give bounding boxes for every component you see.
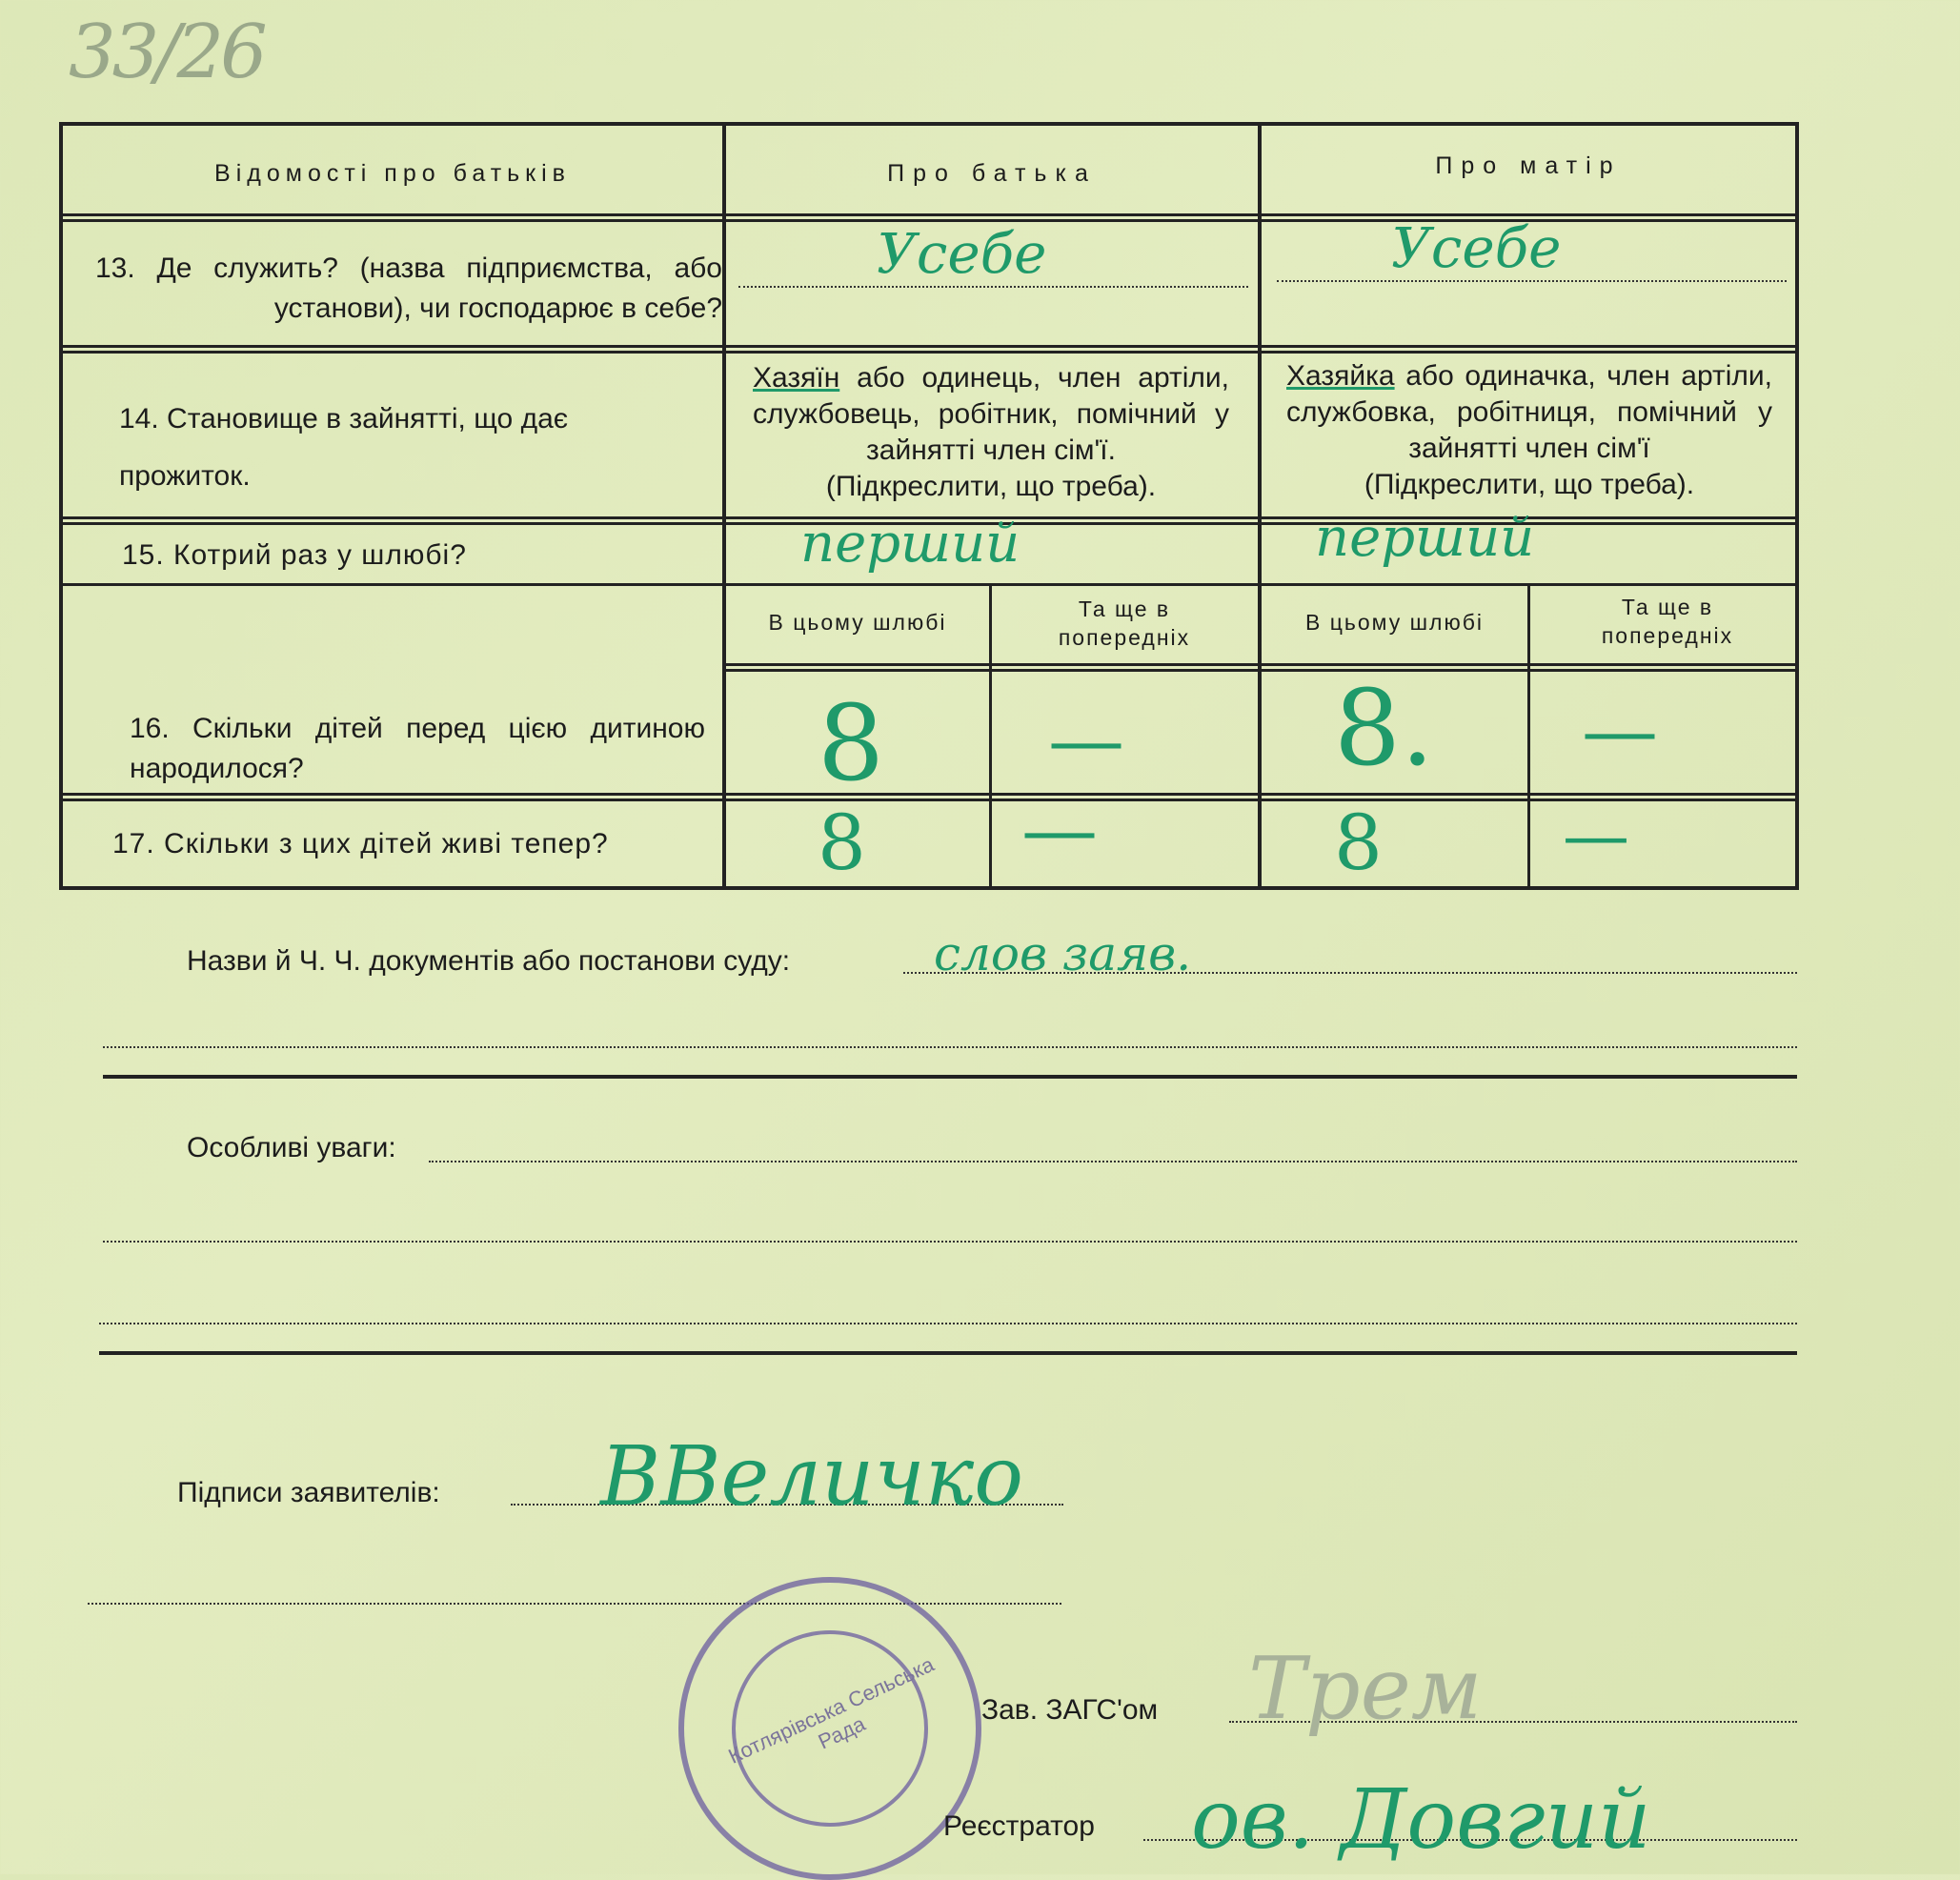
father-occupation-answer: Усебе [877, 221, 1047, 286]
table-divider [63, 793, 1795, 801]
table-divider [63, 345, 1795, 354]
documents-value: слов заяв. [934, 926, 1192, 981]
mother-children-alive-previous: — [1563, 797, 1629, 875]
archive-number: 33/26 [69, 10, 264, 95]
table-divider [1258, 126, 1262, 886]
table-divider [1527, 585, 1530, 886]
question-14: 14. Становище в зайнятті, що дає прожиток. [119, 403, 569, 492]
table-divider [63, 583, 1795, 586]
mother-children-alive: 8 [1334, 798, 1383, 887]
mother-children-this-marriage: 8. [1334, 667, 1434, 789]
father-children-alive-previous: — [1021, 785, 1098, 874]
signatures-label: Підписи заявителів: [177, 1477, 440, 1508]
subheader-father-previous: Та ще в попередніх [1058, 596, 1191, 650]
mother-selected-option: Хазяйка [1286, 360, 1395, 392]
remarks-line [429, 1161, 1797, 1162]
answer-line [738, 286, 1248, 288]
father-selected-option: Хазяїн [753, 362, 840, 394]
header-father: Про батька [887, 160, 1097, 187]
zags-head-signature: Трем [1248, 1639, 1483, 1739]
subheader-mother-previous: Та ще в попередніх [1601, 595, 1734, 648]
mother-other-options: або одиначка, член артіли, службовка, робітниця, помічний у зайнятті член сім'ї [1286, 360, 1772, 464]
question-17: 17. Скільки з цих дітей живі тепер? [112, 828, 609, 859]
mother-marriage-count: перший [1315, 507, 1535, 569]
father-other-options: або одинець, член артіли, службовець, робітник, помічний у зайнятті член сім'ї. [753, 362, 1230, 466]
father-children-previous: — [1048, 696, 1124, 784]
registrar-signature: ов. Довгий [1191, 1772, 1651, 1868]
official-stamp [678, 1577, 981, 1880]
documents-label: Назви й Ч. Ч. документів або постанови суду: [187, 945, 791, 977]
remarks-line-2 [103, 1241, 1797, 1243]
father-children-this-marriage: 8 [818, 682, 884, 804]
subheader-father-this-marriage: В цьому шлюбі [768, 610, 947, 635]
registrar-label: Реєстратор [943, 1810, 1095, 1842]
mother-occupation-answer: Усебе [1391, 215, 1562, 280]
question-15: 15. Котрий раз у шлюбі? [122, 539, 467, 571]
mother-underline-note: (Підкреслити, що треба). [1364, 469, 1695, 500]
header-mother: Про матір [1435, 152, 1622, 179]
header-parents-info: Відомості про батьків [214, 160, 571, 187]
stamp-text: Котлярівська Сельська Рада [724, 1651, 939, 1769]
father-underline-note: (Підкреслити, що треба). [825, 471, 1157, 502]
table-divider [726, 663, 1795, 672]
father-employment-options [753, 360, 1229, 505]
question-16: 16. Скільки дітей перед цією дитиною народилося? [130, 713, 705, 784]
applicant-signature: ВВеличко [600, 1429, 1024, 1525]
mother-employment-options [1286, 358, 1772, 503]
question-13: 13. Де служить? (назва підприємства, або установи), чи господарює в себе? [95, 253, 722, 324]
remarks-line-3 [99, 1323, 1797, 1324]
remarks-separator [99, 1351, 1797, 1355]
table-divider [989, 585, 992, 886]
documents-separator [103, 1075, 1797, 1079]
father-marriage-count: перший [800, 513, 1020, 575]
zags-head-label: Зав. ЗАГС'ом [981, 1694, 1159, 1726]
subheader-mother-this-marriage: В цьому шлюбі [1304, 610, 1485, 635]
documents-line-2 [103, 1046, 1797, 1048]
answer-line [1277, 280, 1787, 282]
remarks-label: Особливі уваги: [187, 1132, 396, 1163]
father-children-alive: 8 [818, 798, 866, 887]
mother-children-previous: — [1582, 686, 1658, 775]
table-divider [722, 126, 726, 886]
